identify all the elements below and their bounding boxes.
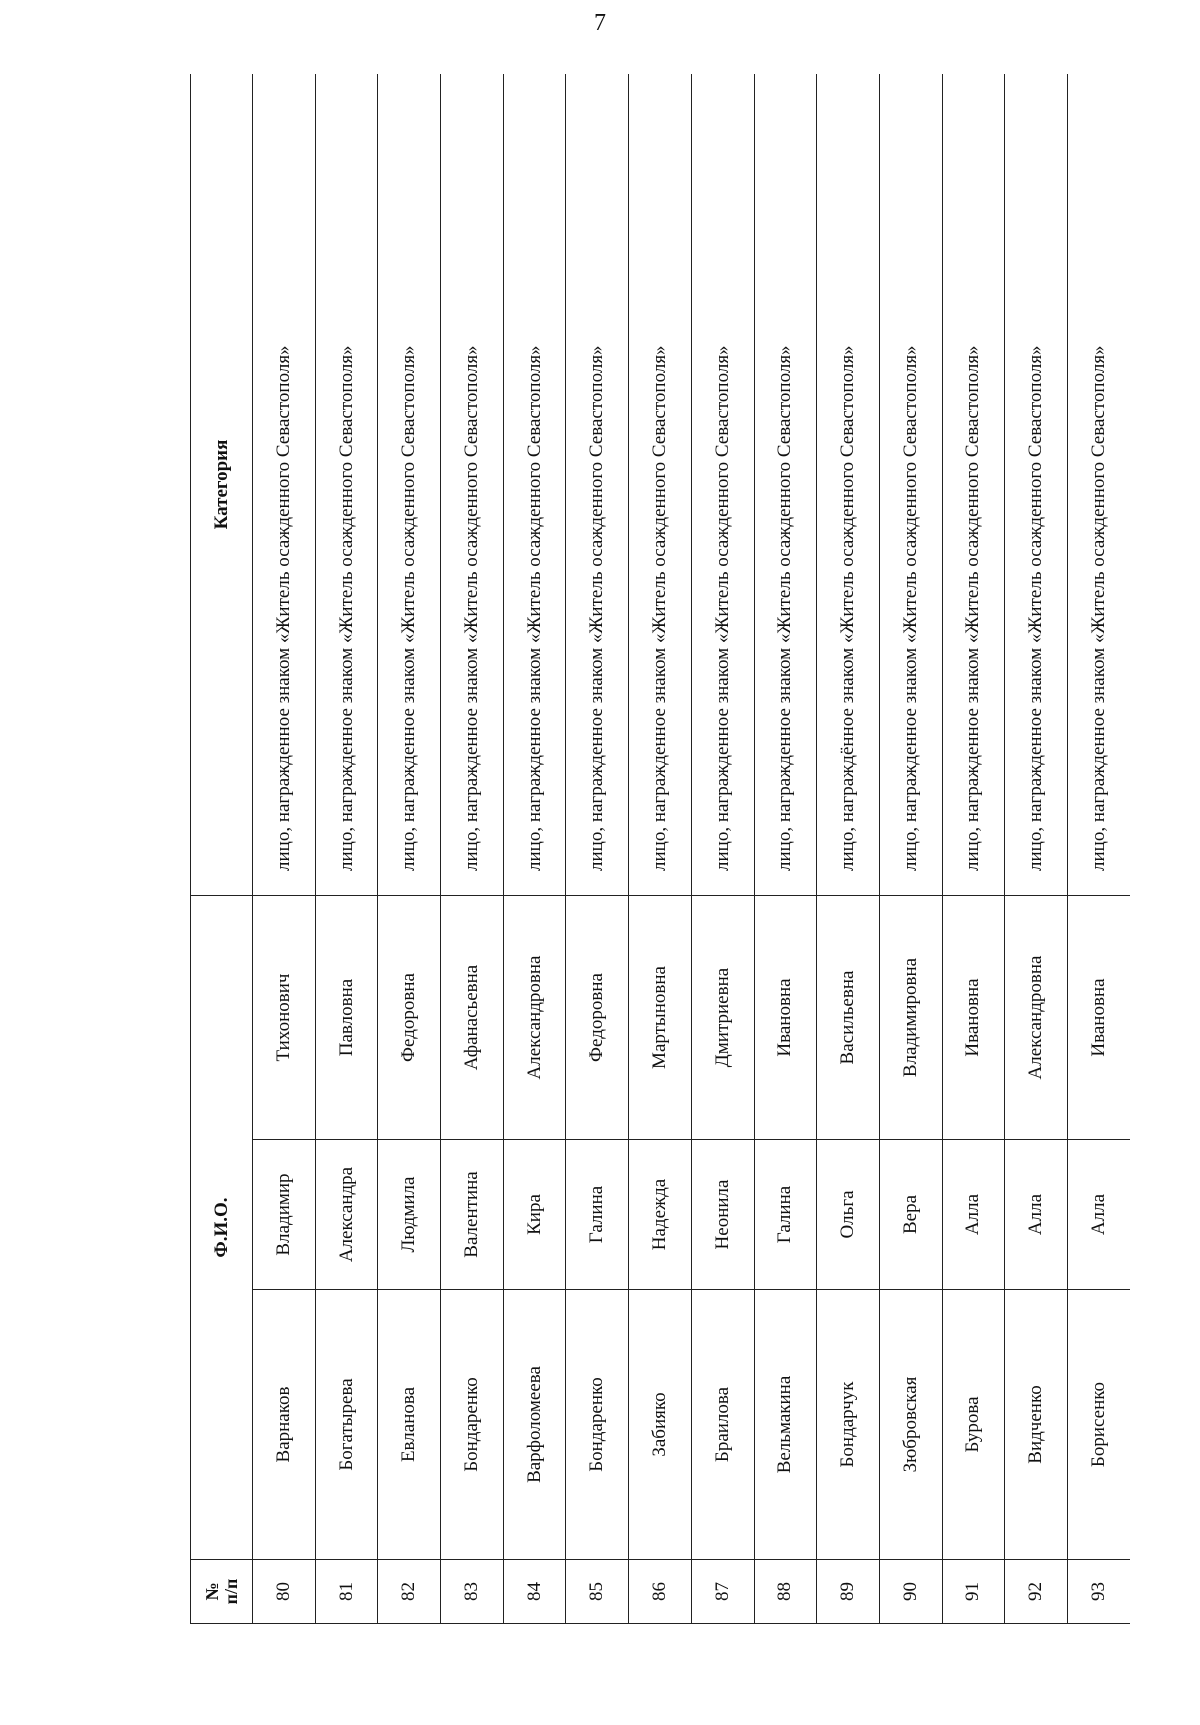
cell-last-name: Варнаков [253, 1290, 316, 1560]
cell-patronymic: Васильевна [817, 896, 880, 1140]
table-row [879, 74, 942, 1624]
cell-category: лицо, награжденное знаком «Житель осажденного Севастополя» [441, 74, 504, 896]
cell-patronymic: Ивановна [754, 896, 817, 1140]
cell-category: лицо, награжденное знаком «Житель осажденного Севастополя» [629, 74, 692, 896]
table-row [503, 74, 566, 1624]
cell-number: 86 [629, 1560, 692, 1624]
table-row [1067, 74, 1130, 1624]
cell-category: лицо, награждённое знаком «Житель осажденного Севастополя» [817, 74, 880, 896]
cell-number: 91 [942, 1560, 1005, 1624]
cell-patronymic: Тихонович [253, 896, 316, 1140]
table-row [253, 74, 316, 1624]
cell-last-name: Бондаренко [441, 1290, 504, 1560]
cell-category: лицо, награжденное знаком «Житель осажденного Севастополя» [315, 74, 378, 896]
cell-number: 80 [253, 1560, 316, 1624]
table-frame [190, 74, 1130, 1624]
cell-patronymic: Александровна [1005, 896, 1068, 1140]
header-number [191, 1560, 253, 1624]
table-row [1005, 74, 1068, 1624]
cell-category: лицо, награжденное знаком «Житель осажденного Севастополя» [942, 74, 1005, 896]
table-row [629, 74, 692, 1624]
cell-patronymic: Дмитриевна [691, 896, 754, 1140]
cell-patronymic: Афанасьевна [441, 896, 504, 1140]
cell-first-name: Алла [1067, 1140, 1130, 1290]
cell-first-name: Александра [315, 1140, 378, 1290]
cell-last-name: Варфоломеева [503, 1290, 566, 1560]
cell-number: 81 [315, 1560, 378, 1624]
table-row [441, 74, 504, 1624]
cell-category: лицо, награжденное знаком «Житель осажденного Севастополя» [253, 74, 316, 896]
cell-patronymic: Федоровна [378, 896, 441, 1140]
cell-last-name: Браилова [691, 1290, 754, 1560]
cell-category: лицо, награжденное знаком «Житель осажденного Севастополя» [566, 74, 629, 896]
cell-number: 92 [1005, 1560, 1068, 1624]
table-header-row [191, 74, 253, 1624]
table-row [817, 74, 880, 1624]
cell-last-name: Евланова [378, 1290, 441, 1560]
cell-first-name: Кира [503, 1140, 566, 1290]
cell-last-name: Зюбровская [879, 1290, 942, 1560]
page-number: 7 [594, 10, 606, 36]
cell-first-name: Алла [1005, 1140, 1068, 1290]
cell-category: лицо, награжденное знаком «Житель осажденного Севастополя» [1067, 74, 1130, 896]
cell-number: 83 [441, 1560, 504, 1624]
cell-last-name: Богатырева [315, 1290, 378, 1560]
header-fio: Ф.И.О. [191, 896, 253, 1560]
cell-first-name: Ольга [817, 1140, 880, 1290]
cell-number: 93 [1067, 1560, 1130, 1624]
cell-number: 85 [566, 1560, 629, 1624]
cell-last-name: Вельмакина [754, 1290, 817, 1560]
cell-last-name: Бондаренко [566, 1290, 629, 1560]
cell-first-name: Надежда [629, 1140, 692, 1290]
cell-first-name: Неонила [691, 1140, 754, 1290]
cell-category: лицо, награжденное знаком «Житель осажденного Севастополя» [378, 74, 441, 896]
cell-patronymic: Владимировна [879, 896, 942, 1140]
cell-first-name: Галина [566, 1140, 629, 1290]
cell-number: 88 [754, 1560, 817, 1624]
rotated-table-wrapper [190, 74, 1130, 1624]
cell-category: лицо, награжденное знаком «Житель осажденного Севастополя» [1005, 74, 1068, 896]
table-row [315, 74, 378, 1624]
cell-patronymic: Ивановна [942, 896, 1005, 1140]
cell-patronymic: Мартыновна [629, 896, 692, 1140]
table-row [566, 74, 629, 1624]
table-row [754, 74, 817, 1624]
cell-first-name: Галина [754, 1140, 817, 1290]
cell-last-name: Борисенко [1067, 1290, 1130, 1560]
cell-number: 82 [378, 1560, 441, 1624]
cell-patronymic: Федоровна [566, 896, 629, 1140]
cell-first-name: Валентина [441, 1140, 504, 1290]
cell-first-name: Людмила [378, 1140, 441, 1290]
cell-patronymic: Александровна [503, 896, 566, 1140]
cell-category: лицо, награжденное знаком «Житель осажденного Севастополя» [879, 74, 942, 896]
cell-last-name: Забияко [629, 1290, 692, 1560]
table-row [378, 74, 441, 1624]
cell-number: 87 [691, 1560, 754, 1624]
table-row [691, 74, 754, 1624]
cell-category: лицо, награжденное знаком «Житель осажденного Севастополя» [754, 74, 817, 896]
cell-last-name: Бондарчук [817, 1290, 880, 1560]
cell-number: 89 [817, 1560, 880, 1624]
cell-first-name: Владимир [253, 1140, 316, 1290]
cell-number: 90 [879, 1560, 942, 1624]
table-body [253, 74, 1131, 1624]
recipients-table [190, 74, 1130, 1624]
cell-category: лицо, награжденное знаком «Житель осажденного Севастополя» [691, 74, 754, 896]
cell-patronymic: Павловна [315, 896, 378, 1140]
cell-number: 84 [503, 1560, 566, 1624]
cell-category: лицо, награжденное знаком «Житель осажденного Севастополя» [503, 74, 566, 896]
cell-first-name: Вера [879, 1140, 942, 1290]
cell-patronymic: Ивановна [1067, 896, 1130, 1140]
cell-last-name: Бурова [942, 1290, 1005, 1560]
cell-first-name: Алла [942, 1140, 1005, 1290]
table-row [942, 74, 1005, 1624]
header-number-symbol: № [201, 1582, 222, 1601]
header-category: Категория [191, 74, 253, 896]
cell-last-name: Видченко [1005, 1290, 1068, 1560]
header-number-abbrev: п/п [220, 1578, 241, 1605]
